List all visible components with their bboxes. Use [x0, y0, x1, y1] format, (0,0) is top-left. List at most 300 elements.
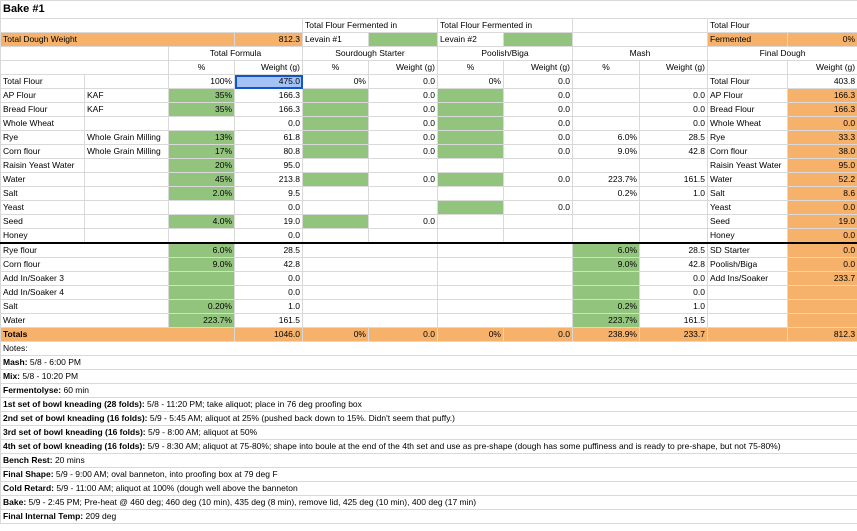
col-weight[interactable]: Weight (g)	[504, 61, 573, 75]
pb-empty[interactable]	[438, 300, 573, 314]
pb-weight[interactable]: 0.0	[504, 103, 573, 117]
ss-pct[interactable]	[303, 89, 369, 103]
note-row	[1, 412, 857, 426]
pb-pct[interactable]	[438, 145, 504, 159]
fd-weight[interactable]: 403.8	[788, 75, 857, 89]
pb-pct[interactable]	[438, 173, 504, 187]
table-row	[1, 258, 857, 272]
tf-pct[interactable]	[169, 201, 235, 215]
ingredient-name[interactable]: Water	[1, 173, 85, 187]
fd-name[interactable]: Honey	[708, 229, 788, 244]
tf-weight[interactable]: 0.0	[235, 201, 303, 215]
mash-pct[interactable]	[573, 75, 640, 89]
note-row	[1, 482, 857, 496]
ingredient-brand[interactable]	[85, 229, 169, 244]
note-cell[interactable]	[1, 496, 857, 510]
tf-pct[interactable]	[169, 272, 235, 286]
fd-weight[interactable]: 166.3	[788, 89, 857, 103]
ingredient-brand[interactable]: KAF	[85, 103, 169, 117]
fd-weight[interactable]: 0.0	[788, 229, 857, 244]
note-value: 5/9 - 11:00 AM; aliquot at 100% (dough well above the banneton	[54, 483, 298, 493]
mash-weight[interactable]: 161.5	[640, 314, 708, 328]
tf-pct[interactable]: 17%	[169, 145, 235, 159]
table-row	[1, 173, 857, 187]
mash-weight[interactable]: 1.0	[640, 187, 708, 201]
table-row	[1, 159, 857, 173]
ingredient-name[interactable]: Total Flour	[1, 75, 85, 89]
table-row	[1, 243, 857, 258]
pb-pct[interactable]	[438, 89, 504, 103]
subrow-name[interactable]: Add In/Soaker 4	[1, 286, 169, 300]
totals-ss-pct[interactable]: 0%	[303, 328, 369, 342]
note-cell[interactable]	[1, 454, 857, 468]
pb-empty[interactable]	[438, 286, 573, 300]
mash-pct[interactable]: 9.0%	[573, 145, 640, 159]
tf-pct[interactable]: 223.7%	[169, 314, 235, 328]
ingredient-brand[interactable]	[85, 159, 169, 173]
mash-weight[interactable]: 28.5	[640, 131, 708, 145]
pb-weight[interactable]	[504, 215, 573, 229]
subrow-name[interactable]: Corn flour	[1, 258, 169, 272]
tf-weight[interactable]: 0.0	[235, 117, 303, 131]
note-row	[1, 398, 857, 412]
ss-empty[interactable]	[303, 314, 438, 328]
totals-mash-pct[interactable]: 238.9%	[573, 328, 640, 342]
pb-weight[interactable]: 0.0	[504, 75, 573, 89]
subrow-name[interactable]: Water	[1, 314, 169, 328]
mash-weight[interactable]	[640, 159, 708, 173]
mash-pct[interactable]: 223.7%	[573, 314, 640, 328]
ss-pct[interactable]	[303, 173, 369, 187]
mash-weight[interactable]: 0.0	[640, 89, 708, 103]
ss-empty[interactable]	[303, 272, 438, 286]
totals-label[interactable]: Totals	[1, 328, 235, 342]
fd-weight[interactable]: 52.2	[788, 173, 857, 187]
fermented-label[interactable]: Total Flour	[708, 19, 857, 33]
table-row	[1, 215, 857, 229]
fd-name[interactable]: Water	[708, 173, 788, 187]
pb-weight[interactable]: 0.0	[504, 131, 573, 145]
table-row	[1, 286, 857, 300]
note-value: 5/8 - 6:00 PM	[27, 357, 81, 367]
pb-weight[interactable]: 0.0	[504, 145, 573, 159]
section-mash[interactable]: Mash	[573, 47, 708, 61]
note-cell[interactable]	[1, 426, 857, 440]
fd-name[interactable]: Corn flour	[708, 145, 788, 159]
tf-pct[interactable]: 35%	[169, 89, 235, 103]
mash-pct[interactable]	[573, 201, 640, 215]
sheet-title[interactable]: Bake #1	[1, 1, 857, 19]
ingredient-name[interactable]: Salt	[1, 187, 85, 201]
note-key: Mash:	[3, 357, 28, 367]
note-row	[1, 356, 857, 370]
note-value: 209 deg	[83, 511, 117, 521]
fd-name[interactable]: Seed	[708, 215, 788, 229]
note-row	[1, 496, 857, 510]
tf-weight[interactable]: 166.3	[235, 89, 303, 103]
note-row	[1, 384, 857, 398]
ss-pct[interactable]	[303, 131, 369, 145]
tf-pct[interactable]: 6.0%	[169, 243, 235, 258]
note-cell[interactable]	[1, 412, 857, 426]
ss-empty[interactable]	[303, 243, 438, 258]
pb-pct[interactable]	[438, 103, 504, 117]
ingredient-brand[interactable]	[85, 75, 169, 89]
col-weight[interactable]: Weight (g)	[640, 61, 708, 75]
fd-name[interactable]	[708, 286, 788, 300]
table-row	[1, 145, 857, 159]
ss-pct[interactable]	[303, 159, 369, 173]
levain1-label[interactable]: Total Flour Fermented in	[303, 19, 438, 33]
tf-weight[interactable]: 80.8	[235, 145, 303, 159]
fd-name[interactable]: SD Starter	[708, 243, 788, 258]
note-value: 5/8 - 10:20 PM	[20, 371, 79, 381]
ingredient-brand[interactable]: Whole Grain Milling	[85, 145, 169, 159]
mash-weight[interactable]: 1.0	[640, 300, 708, 314]
ss-pct[interactable]	[303, 117, 369, 131]
mash-weight[interactable]: 0.0	[640, 286, 708, 300]
col-weight[interactable]: Weight (g)	[788, 61, 857, 75]
note-row	[1, 370, 857, 384]
totals-pb-weight[interactable]: 0.0	[504, 328, 573, 342]
pb-weight[interactable]	[504, 187, 573, 201]
mash-weight[interactable]	[640, 201, 708, 215]
tf-weight[interactable]: 0.0	[235, 286, 303, 300]
ingredient-brand[interactable]	[85, 187, 169, 201]
mash-weight[interactable]	[640, 215, 708, 229]
col-pct[interactable]: %	[169, 61, 235, 75]
note-key: Final Shape:	[3, 469, 54, 479]
ss-pct[interactable]	[303, 103, 369, 117]
ingredient-name[interactable]: Bread Flour	[1, 103, 85, 117]
ss-weight[interactable]	[369, 159, 438, 173]
pb-pct[interactable]	[438, 187, 504, 201]
ingredient-brand[interactable]	[85, 201, 169, 215]
fd-name[interactable]: Whole Wheat	[708, 117, 788, 131]
mash-pct[interactable]: 223.7%	[573, 173, 640, 187]
note-row	[1, 510, 857, 524]
ss-weight[interactable]: 0.0	[369, 75, 438, 89]
section-final-dough[interactable]: Final Dough	[708, 47, 857, 61]
note-cell[interactable]	[1, 384, 857, 398]
fermented-value[interactable]: 0%	[788, 33, 857, 47]
ss-pct[interactable]	[303, 215, 369, 229]
tf-weight[interactable]: 28.5	[235, 243, 303, 258]
tf-pct[interactable]: 20%	[169, 159, 235, 173]
note-value: 5/8 - 11:20 PM; take aliquot; place in 76 deg proofing box	[144, 399, 362, 409]
note-cell[interactable]	[1, 370, 857, 384]
note-key: 2nd set of bowl kneading (16 folds):	[3, 413, 148, 423]
mash-weight[interactable]	[640, 229, 708, 244]
tf-weight[interactable]: 1.0	[235, 300, 303, 314]
table-row	[1, 187, 857, 201]
mash-pct[interactable]: 6.0%	[573, 243, 640, 258]
pb-pct[interactable]	[438, 215, 504, 229]
mash-weight[interactable]: 28.5	[640, 243, 708, 258]
note-row	[1, 426, 857, 440]
section-sourdough[interactable]: Sourdough Starter	[303, 47, 438, 61]
fd-name[interactable]: AP Flour	[708, 89, 788, 103]
ss-pct[interactable]	[303, 229, 369, 244]
pb-weight[interactable]: 0.0	[504, 117, 573, 131]
fd-weight[interactable]: 233.7	[788, 272, 857, 286]
pb-pct[interactable]	[438, 229, 504, 244]
col-weight[interactable]: Weight (g)	[369, 61, 438, 75]
note-key: 4th set of bowl kneading (16 folds):	[3, 441, 146, 451]
totals-row	[1, 328, 857, 342]
pb-weight[interactable]	[504, 159, 573, 173]
table-row	[1, 75, 857, 89]
fd-weight[interactable]: 33.3	[788, 131, 857, 145]
ss-pct[interactable]	[303, 187, 369, 201]
tf-pct[interactable]: 100%	[169, 75, 235, 89]
fd-name[interactable]: Raisin Yeast Water	[708, 159, 788, 173]
note-key: 3rd set of bowl kneading (16 folds):	[3, 427, 146, 437]
pb-weight[interactable]	[504, 229, 573, 244]
mash-pct[interactable]	[573, 117, 640, 131]
subrow-name[interactable]: Add In/Soaker 3	[1, 272, 169, 286]
ss-empty[interactable]	[303, 300, 438, 314]
fd-name[interactable]: Total Flour	[708, 75, 788, 89]
ss-weight[interactable]	[369, 201, 438, 215]
ss-empty[interactable]	[303, 258, 438, 272]
table-row	[1, 103, 857, 117]
col-weight[interactable]: Weight (g)	[235, 61, 303, 75]
tf-pct[interactable]	[169, 229, 235, 244]
fd-weight[interactable]: 0.0	[788, 117, 857, 131]
ingredient-brand[interactable]	[85, 173, 169, 187]
ss-weight[interactable]: 0.0	[369, 145, 438, 159]
table-row	[1, 300, 857, 314]
tf-pct[interactable]: 4.0%	[169, 215, 235, 229]
mash-pct[interactable]: 0.2%	[573, 300, 640, 314]
col-pct[interactable]: %	[573, 61, 640, 75]
pb-empty[interactable]	[438, 243, 573, 258]
tf-weight[interactable]: 0.0	[235, 229, 303, 244]
mash-pct[interactable]	[573, 89, 640, 103]
pb-empty[interactable]	[438, 272, 573, 286]
pb-weight[interactable]: 0.0	[504, 89, 573, 103]
table-row	[1, 229, 857, 244]
tf-weight[interactable]: 61.8	[235, 131, 303, 145]
note-cell[interactable]	[1, 440, 857, 454]
note-cell[interactable]	[1, 468, 857, 482]
ingredient-name[interactable]: AP Flour	[1, 89, 85, 103]
mash-pct[interactable]: 9.0%	[573, 258, 640, 272]
fd-name[interactable]	[708, 300, 788, 314]
pb-pct[interactable]	[438, 117, 504, 131]
ingredient-name[interactable]: Raisin Yeast Water	[1, 159, 85, 173]
ss-weight[interactable]: 0.0	[369, 103, 438, 117]
table-row	[1, 272, 857, 286]
fd-weight[interactable]: 38.0	[788, 145, 857, 159]
tf-pct[interactable]: 9.0%	[169, 258, 235, 272]
subrow-name[interactable]: Rye flour	[1, 243, 169, 258]
table-row	[1, 314, 857, 328]
tf-pct[interactable]: 45%	[169, 173, 235, 187]
ingredient-brand[interactable]: Whole Grain Milling	[85, 131, 169, 145]
mash-pct[interactable]: 6.0%	[573, 131, 640, 145]
note-row	[1, 454, 857, 468]
col-pct[interactable]: %	[438, 61, 504, 75]
note-row	[1, 468, 857, 482]
fd-name[interactable]: Bread Flour	[708, 103, 788, 117]
tf-weight[interactable]: 95.0	[235, 159, 303, 173]
fd-name[interactable]	[708, 314, 788, 328]
note-key: 1st set of bowl kneading (28 folds):	[3, 399, 145, 409]
note-cell[interactable]	[1, 356, 857, 370]
totals-tf-weight[interactable]: 1046.0	[235, 328, 303, 342]
ingredient-name[interactable]: Seed	[1, 215, 85, 229]
pb-weight[interactable]: 0.0	[504, 201, 573, 215]
mash-weight[interactable]: 42.8	[640, 145, 708, 159]
fd-name[interactable]: Rye	[708, 131, 788, 145]
fd-name[interactable]: Yeast	[708, 201, 788, 215]
ingredient-brand[interactable]	[85, 215, 169, 229]
mash-weight[interactable]: 161.5	[640, 173, 708, 187]
note-cell[interactable]	[1, 398, 857, 412]
mash-pct[interactable]	[573, 286, 640, 300]
tf-pct[interactable]: 13%	[169, 131, 235, 145]
levain2-label[interactable]: Total Flour Fermented in	[438, 19, 573, 33]
tf-weight[interactable]: 166.3	[235, 103, 303, 117]
fd-weight[interactable]: 8.6	[788, 187, 857, 201]
table-row	[1, 201, 857, 215]
fd-weight[interactable]: 0.0	[788, 258, 857, 272]
ss-empty[interactable]	[303, 286, 438, 300]
totals-fd-empty[interactable]	[708, 328, 788, 342]
levain1-input[interactable]	[369, 33, 438, 47]
tf-weight[interactable]: 161.5	[235, 314, 303, 328]
note-key: Fermentolyse:	[3, 385, 62, 395]
table-row	[1, 89, 857, 103]
ingredient-name[interactable]: Corn flour	[1, 145, 85, 159]
mash-weight[interactable]: 42.8	[640, 258, 708, 272]
ingredient-brand[interactable]: KAF	[85, 89, 169, 103]
pb-empty[interactable]	[438, 258, 573, 272]
levain2-input[interactable]	[504, 33, 573, 47]
tf-weight[interactable]: 475.0	[235, 75, 303, 89]
fd-weight[interactable]: 0.0	[788, 201, 857, 215]
tf-pct[interactable]	[169, 286, 235, 300]
ingredient-name[interactable]: Rye	[1, 131, 85, 145]
mash-pct[interactable]	[573, 229, 640, 244]
note-key: Bench Rest:	[3, 455, 53, 465]
mash-weight[interactable]: 0.0	[640, 272, 708, 286]
levain1-sublabel[interactable]: Levain #1	[303, 33, 369, 47]
fd-name[interactable]: Poolish/Biga	[708, 258, 788, 272]
fd-name[interactable]: Add Ins/Soaker	[708, 272, 788, 286]
pb-empty[interactable]	[438, 314, 573, 328]
fd-name[interactable]: Salt	[708, 187, 788, 201]
ingredient-name[interactable]: Yeast	[1, 201, 85, 215]
ingredient-name[interactable]: Whole Wheat	[1, 117, 85, 131]
tf-weight[interactable]: 42.8	[235, 258, 303, 272]
mash-weight[interactable]	[640, 75, 708, 89]
fd-weight[interactable]: 19.0	[788, 215, 857, 229]
note-key: Bake:	[3, 497, 27, 507]
note-value: 60 min	[61, 385, 89, 395]
tf-pct[interactable]: 2.0%	[169, 187, 235, 201]
tf-weight[interactable]: 19.0	[235, 215, 303, 229]
note-cell[interactable]	[1, 510, 857, 524]
pb-pct[interactable]	[438, 159, 504, 173]
col-pct[interactable]: %	[303, 61, 369, 75]
ss-weight[interactable]	[369, 229, 438, 244]
total-dough-weight-label[interactable]: Total Dough Weight	[1, 33, 235, 47]
mash-weight[interactable]: 0.0	[640, 117, 708, 131]
tf-weight[interactable]: 213.8	[235, 173, 303, 187]
totals-ss-weight[interactable]: 0.0	[369, 328, 438, 342]
ss-pct[interactable]	[303, 145, 369, 159]
mash-pct[interactable]	[573, 272, 640, 286]
mash-pct[interactable]: 0.2%	[573, 187, 640, 201]
note-value: 5/9 - 5:45 AM; aliquot at 25% (pushed back down to 15%. Didn't seem that puffy.)	[147, 413, 456, 423]
ss-weight[interactable]: 0.0	[369, 131, 438, 145]
note-value: 5/9 - 2:45 PM; Pre-heat @ 460 deg; 460 deg (10 min), 435 deg (8 min), remove lid, 425 deg (10 min), 400 deg (17 min)	[26, 497, 477, 507]
mash-pct[interactable]	[573, 103, 640, 117]
fd-weight[interactable]	[788, 300, 857, 314]
subrow-name[interactable]: Salt	[1, 300, 169, 314]
tf-pct[interactable]: 35%	[169, 103, 235, 117]
mash-weight[interactable]: 0.0	[640, 103, 708, 117]
ingredient-brand[interactable]	[85, 117, 169, 131]
fermented-sublabel[interactable]: Fermented	[708, 33, 788, 47]
notes-label[interactable]: Notes:	[1, 342, 857, 356]
fd-weight[interactable]	[788, 314, 857, 328]
table-row	[1, 131, 857, 145]
ingredient-name[interactable]: Honey	[1, 229, 85, 244]
ss-weight[interactable]: 0.0	[369, 89, 438, 103]
tf-weight[interactable]: 0.0	[235, 272, 303, 286]
section-total-formula[interactable]: Total Formula	[169, 47, 303, 61]
totals-fd-weight[interactable]: 812.3	[788, 328, 857, 342]
note-key: Cold Retard:	[3, 483, 54, 493]
ss-weight[interactable]: 0.0	[369, 215, 438, 229]
note-cell[interactable]	[1, 482, 857, 496]
mash-pct[interactable]	[573, 215, 640, 229]
ss-pct[interactable]	[303, 201, 369, 215]
section-poolish[interactable]: Poolish/Biga	[438, 47, 573, 61]
pb-pct[interactable]: 0%	[438, 75, 504, 89]
totals-mash-weight[interactable]: 233.7	[640, 328, 708, 342]
ss-weight[interactable]: 0.0	[369, 117, 438, 131]
pb-pct[interactable]	[438, 201, 504, 215]
note-key: Final Internal Temp:	[3, 511, 84, 521]
note-value: 20 mins	[52, 455, 85, 465]
totals-pb-pct[interactable]: 0%	[438, 328, 504, 342]
total-dough-weight-value[interactable]: 812.3	[235, 33, 303, 47]
note-value: 5/9 - 8:30 AM; aliquot at 75-80%; shape into boule at the end of the 4th set and use as pre-shape (dough has some puffiness and is ready to pre-shape, but not 75-80%)	[145, 441, 781, 451]
tf-weight[interactable]: 9.5	[235, 187, 303, 201]
fd-weight[interactable]: 166.3	[788, 103, 857, 117]
fd-weight[interactable]: 0.0	[788, 243, 857, 258]
pb-weight[interactable]: 0.0	[504, 173, 573, 187]
pb-pct[interactable]	[438, 131, 504, 145]
table-row	[1, 117, 857, 131]
note-value: 5/9 - 9:00 AM; oval banneton, into proofing box at 79 deg F	[53, 469, 278, 479]
tf-pct[interactable]	[169, 117, 235, 131]
levain2-sublabel[interactable]: Levain #2	[438, 33, 504, 47]
ss-weight[interactable]: 0.0	[369, 173, 438, 187]
fd-weight[interactable]	[788, 286, 857, 300]
ss-weight[interactable]	[369, 187, 438, 201]
mash-pct[interactable]	[573, 159, 640, 173]
ss-pct[interactable]: 0%	[303, 75, 369, 89]
note-value: 5/9 - 8:00 AM; aliquot at 50%	[145, 427, 258, 437]
fd-weight[interactable]: 95.0	[788, 159, 857, 173]
tf-pct[interactable]: 0.20%	[169, 300, 235, 314]
